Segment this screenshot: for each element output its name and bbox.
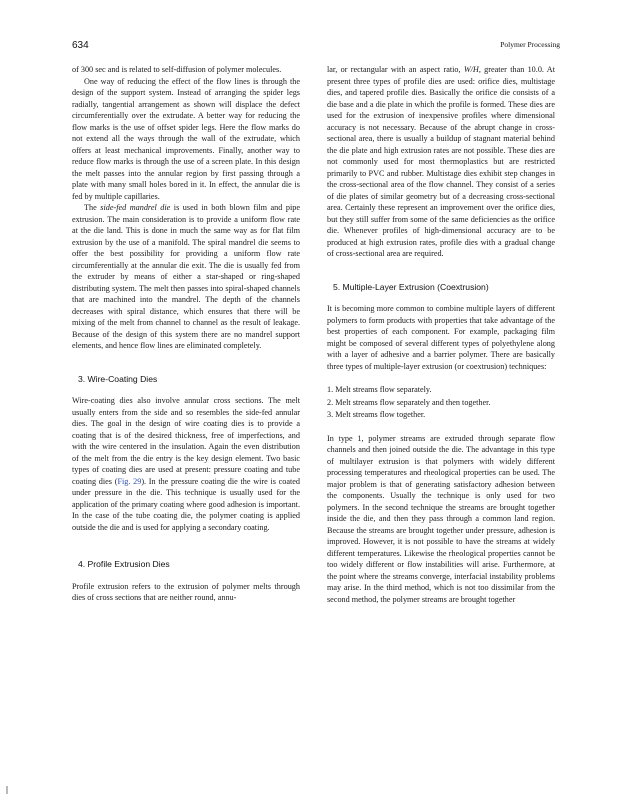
paragraph: lar, or rectangular with an aspect ratio, W/H, greater than 10.0. At present three types of profile dies are used: orifice dies, multistage dies, and tapered profile dies. Basically the orifice die consists of a die base and a die plate in which the profile is formed. These dies are used for the extrusion of inexpensive profiles where dimensional accuracy is not necessary. Because of the abrupt change in cross-sectional area, there is usually a buildup of stagnant material behind the die plate and high extrusion rates are not possible. These dies are not commonly used for most thermoplastics but are restricted primarily to PVC and rubber. Multistage dies exhibit step changes in the cross-sectional area of the flow channel. They consist of a series of die plates of similar geometry but of a decreasing cross-sectional area. Certainly these represent an improvement over the orifice dies, but they still suffer from some of the same deficiencies as the orifice die. Whenever profiles of high-dimensional accuracy are to be produced at high extrusion rates, profile dies with a gradual change of cross-sectional area are required.	[327, 65, 555, 258]
list-item: 2. Melt streams flow separately and then together.	[327, 397, 491, 407]
term-side-fed-mandrel-die: side-fed mandrel die	[100, 203, 171, 212]
right-column	[327, 64, 555, 605]
running-head: Polymer Processing	[500, 40, 560, 49]
paragraph: One way of reducing the effect of the flow lines is through the design of the support system. Instead of arranging the spider legs radially, tangential arrangement as shown will displace the defect circumferentially over the extrudate. A better way for reducing the flow marks is the use of offset spider legs. Here the flow marks do not extend all the ways through the wall of the extrudate, which offers at least mechanical improvements. Finally, another way to reduce flow marks is through the use of a screen plate. In this design the melt passes into the annular region by first passing through a plate with many small holes bored in it. In effect, the annular die is fed by multiple capillaries.	[72, 76, 300, 201]
page-header	[72, 40, 560, 54]
paragraph: Wire-coating dies also involve annular cross sections. The melt usually enters from the side and so resembles the side-fed annular dies. The goal in the design of wire coating dies is to provide a coating that is of the desired thickness, free of imperfections, and with the wire centered in the insulation. Again the even distribution of the melt from the die entry is the key design element. Two basic types of coating dies are used at present: pressure coating and tube coating dies (Fig. 29). In the pressure coating die the wire is coated under pressure in the die. This technique is usually used for the application of the primary coating where good adhesion is important. In the case of the tube coating die, the polymer coating is applied outside the die and is used for applying a secondary coating.	[72, 396, 301, 532]
paragraph: It is becoming more common to combine multiple layers of different polymers to form products with properties that take advantage of the best properties of each component. For example, packaging film might be composed of several different types of polyethylene along with a layer of adhesive and a barrier polymer. There are basically three types of multiple-layer extrusion (or coextrusion) techniques:	[327, 304, 555, 371]
paragraph: Profile extrusion refers to the extrusion of polymer melts through dies of cross sections that are neither round, annu-	[72, 581, 300, 602]
paragraph: The side-fed mandrel die is used in both blown film and pipe extrusion. The main consideration is to provide a uniform flow rate at the die land. This is done in much the same way as for flat film extrusion by the use of a manifold. The spiral mandrel die seems to offer the best possibility for providing a uniform flow rate circumferentially at the annular die exit. The die is usually fed from the extruder by means of either a star-shaped or ring-shaped distributing system. The melt then passes into spiral-shaped channels that are machined into the mandrel. The depth of the channels decreases with spiral distance, which ensures that there will be mixing of the melt from channel to channel as the result of leakage. Because of the design of this system there are no mandrel support elements, and hence flow lines are eliminated completely.	[72, 203, 300, 350]
section-heading-multiple-layer-extrusion: 5. Multiple-Layer Extrusion (Coextrusion)	[333, 281, 489, 292]
section-heading-profile-extrusion-dies: 4. Profile Extrusion Dies	[78, 559, 170, 569]
list-item: 1. Melt streams flow separately.	[327, 385, 432, 394]
paragraph: of 300 sec and is related to self-diffusion of polymer molecules.	[72, 65, 282, 74]
left-column	[72, 64, 300, 604]
page-number: 634	[72, 40, 89, 51]
section-heading-wire-coating-dies: 3. Wire-Coating Dies	[78, 373, 158, 384]
list-item: 3. Melt streams flow together.	[327, 410, 426, 419]
figure-link[interactable]: Fig. 29	[117, 476, 142, 486]
paragraph: In type 1, polymer streams are extruded through separate flow channels and then joined outside the die. The advantage in this type of multilayer extrusion is that polymers with widely different processing temperatures and rheological properties can be used. The major problem is that of generating satisfactory adhesion between the components. Usually the technique is only used for two polymers. In the second technique the streams are brought together inside the die, and then they pass through a common land region. Because the streams are brought together under pressure, adhesion is improved. However, it is not possible to have the streams at widely different temperatures. Likewise the rheological properties cannot be too widely different or flow instabilities will arise. Furthermore, at the point where the streams converge, interfacial instability problems may arise. In the third method, which is not too dissimilar from the second method, the polymer streams are brought together	[327, 433, 555, 604]
scan-edge-mark	[6, 786, 8, 794]
technique-list	[327, 384, 555, 421]
math-aspect-ratio: W/H	[463, 65, 479, 74]
